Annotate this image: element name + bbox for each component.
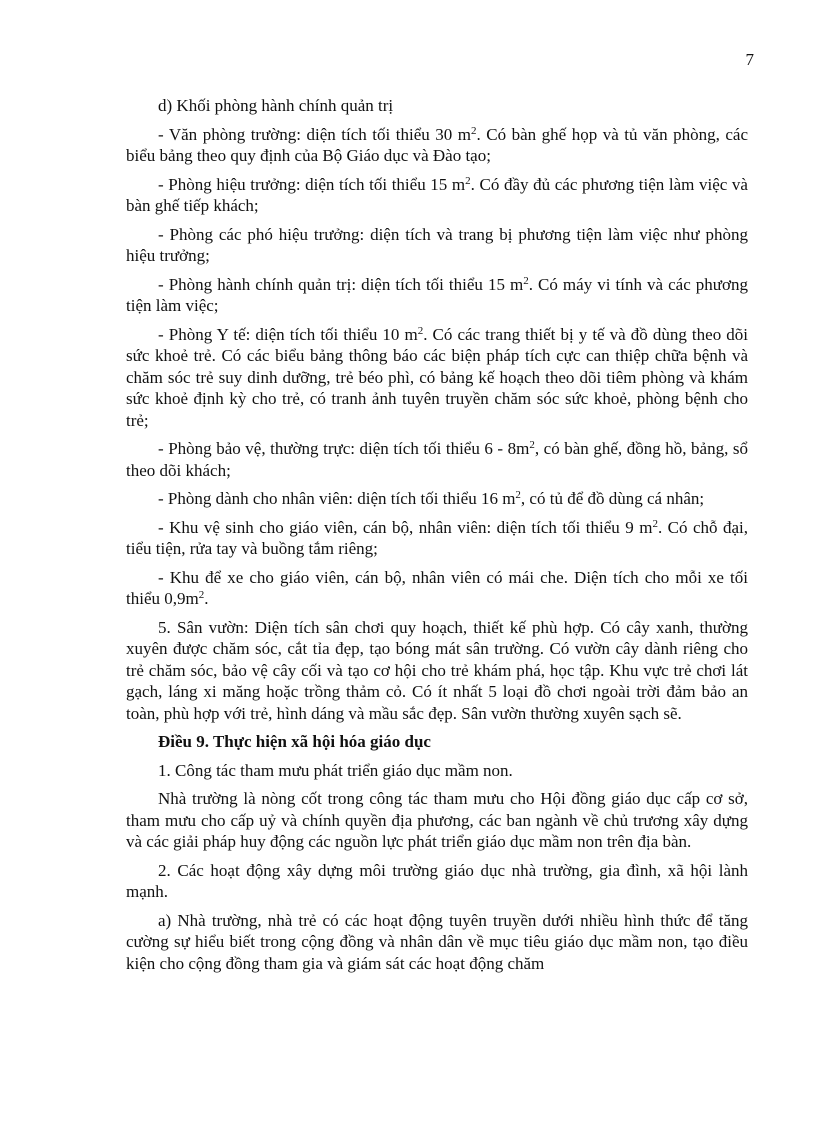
paragraph-phong-hieu-truong: - Phòng hiệu trưởng: diện tích tối thiểu 15 $m^2$. Có đầy đủ các phương tiện làm việc và bàn ghế tiếp khách; — [126, 174, 748, 215]
paragraph-van-phong: - Văn phòng trường: diện tích tối thiểu 30 $m^2$. Có bàn ghế họp và tủ văn phòng, các biểu bảng theo quy định của Bộ Giáo dục và Đào tạo; — [126, 124, 748, 165]
paragraph-tuyen-truyen: a) Nhà trường, nhà trẻ có các hoạt động tuyên truyền dưới nhiều hình thức để tăng cường sự hiểu biết trong cộng đồng và nhân dân về mục tiêu giáo dục mầm non, tạo điều kiện cho cộng đồng tham gia và giám sát các hoạt động chăm — [126, 910, 748, 973]
paragraph-phong-pho-hieu-truong: - Phòng các phó hiệu trưởng: diện tích và trang bị phương tiện làm việc như phòng hiệu trưởng; — [126, 224, 748, 265]
paragraph-khu-de-xe: - Khu để xe cho giáo viên, cán bộ, nhân viên có mái che. Diện tích cho mỗi xe tối thiểu $0,9m^2$. — [126, 567, 748, 608]
paragraph-phong-hanh-chinh: - Phòng hành chính quản trị: diện tích tối thiểu 15 $m^2$. Có máy vi tính và các phương tiện làm việc; — [126, 274, 748, 315]
paragraph-cong-tac-tham-muu: 1. Công tác tham mưu phát triển giáo dục mầm non. — [158, 760, 513, 780]
section-heading-d: d) Khối phòng hành chính quản trị — [158, 96, 394, 115]
paragraph-tham-muu-body: Nhà trường là nòng cốt trong công tác tham mưu cho Hội đồng giáo dục cấp cơ sở, tham mưu cho cấp uỷ và chính quyền địa phương, các ban ngành về chủ trương xây dựng và các giải pháp huy động các nguồn lực phát triển giáo dục mầm non trên địa bàn. — [126, 789, 748, 851]
paragraph-phong-bao-ve: - Phòng bảo vệ, thường trực: diện tích tối thiểu $6 - 8m^2$, có bàn ghế, đồng hồ, bảng, sổ theo dõi khách; — [126, 439, 748, 480]
paragraph-khu-ve-sinh: - Khu vệ sinh cho giáo viên, cán bộ, nhân viên: diện tích tối thiểu 9 $m^2$. Có chỗ đại, tiểu tiện, rửa tay và buồng tắm riêng; — [126, 517, 748, 558]
article-heading: Điều 9. Thực hiện xã hội hóa giáo dục — [158, 732, 431, 751]
paragraph-hoat-dong-moi-truong: 2. Các hoạt động xây dựng môi trường giáo dục nhà trường, gia đình, xã hội lành mạnh. — [126, 860, 748, 901]
paragraph-phong-nhan-vien: - Phòng dành cho nhân viên: diện tích tối thiểu 16 $m^2$, có tủ để đồ dùng cá nhân; — [158, 489, 705, 508]
page-number: 7 — [745, 50, 754, 69]
paragraph-phong-y-te: - Phòng Y tế: diện tích tối thiểu 10 $m^2$. Có các trang thiết bị y tế và đồ dùng theo dõi sức khoẻ trẻ. Có các biểu bảng thông báo các biện pháp tích cực can thiệp chữa bệnh và chăm sóc trẻ suy dinh dưỡng, trẻ béo phì, có bảng kế hoạch theo dõi tiêm phòng và khám sức khoẻ định kỳ cho trẻ, có tranh ảnh tuyên truyền chăm sóc sức khoẻ, phòng bệnh cho trẻ; — [126, 324, 749, 430]
paragraph-san-vuon: 5. Sân vườn: Diện tích sân chơi quy hoạch, thiết kế phù hợp. Có cây xanh, thường xuyên được chăm sóc, cắt tỉa đẹp, tạo bóng mát sân trường. Có vườn cây dành riêng cho trẻ chăm sóc, bảo vệ cây cối và tạo cơ hội cho trẻ khám phá, học tập. Khu vực trẻ chơi lát gạch, láng xi măng hoặc trồng thảm cỏ. Có ít nhất 5 loại đồ chơi ngoài trời đảm bảo an toàn, phù hợp với trẻ, hình dáng và mầu sắc đẹp. Sân vườn thường xuyên sạch sẽ. — [126, 617, 748, 723]
document-body — [126, 92, 748, 981]
